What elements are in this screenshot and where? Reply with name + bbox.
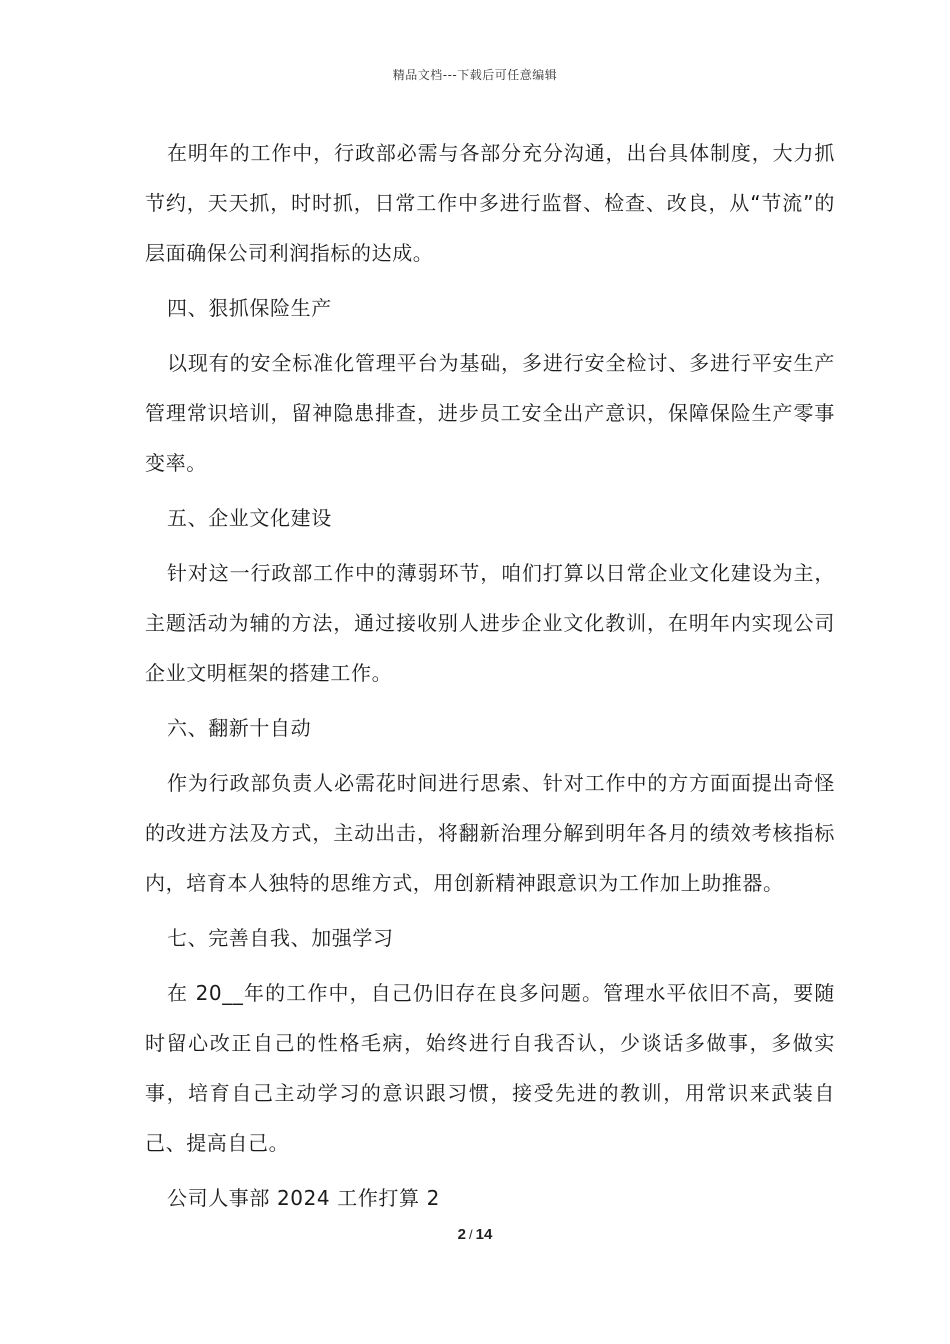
paragraph-self-improvement: 在 20__年的工作中，自己仍旧存在良多问题。管理水平依旧不高，要随时留心改正自己的性格毛病，始终进行自我否认，少谈话多做事，多做实事，培育自己主动学习的意识跟习惯，接受先进的教训，用常识来武装自己、提高自己。 [145, 981, 835, 1155]
heading-safety-production: 四、狠抓保险生产 [167, 296, 332, 320]
paragraph-cost-saving: 在明年的工作中，行政部必需与各部分充分沟通，出台具体制度，大力抓节约，天天抓，时时抓，日常工作中多进行监督、检查、改良，从“节流”的层面确保公司利润指标的达成。 [145, 141, 835, 265]
document-body [145, 128, 835, 1228]
total-pages: 14 [475, 1226, 493, 1243]
page-number [0, 1226, 950, 1243]
heading-self-improvement: 七、完善自我、加强学习 [167, 926, 394, 950]
paragraph-safety-production: 以现有的安全标准化管理平台为基础，多进行安全检讨、多进行平安生产管理常识培训，留神隐患排查，进步员工安全出产意识，保障保险生产零事变率。 [145, 351, 835, 475]
current-page: 2 [457, 1226, 467, 1243]
paragraph-innovation: 作为行政部负责人必需花时间进行思索、针对工作中的方方面面提出奇怪的改进方法及方式，主动出击，将翻新治理分解到明年各月的绩效考核指标内，培育本人独特的思维方式，用创新精神跟意识为工作加上助推器。 [145, 771, 835, 895]
page-separator: / [469, 1227, 473, 1242]
section-title-hr-plan: 公司人事部 2024 工作打算 2 [167, 1186, 440, 1210]
paragraph-corporate-culture: 针对这一行政部工作中的薄弱环节，咱们打算以日常企业文化建设为主，主题活动为辅的方法，通过接收别人进步企业文化教训，在明年内实现公司企业文明框架的搭建工作。 [145, 561, 835, 685]
heading-innovation: 六、翻新十自动 [167, 716, 312, 740]
heading-corporate-culture: 五、企业文化建设 [167, 506, 332, 530]
page-header: 精品文档---下载后可任意编辑 [392, 68, 558, 82]
